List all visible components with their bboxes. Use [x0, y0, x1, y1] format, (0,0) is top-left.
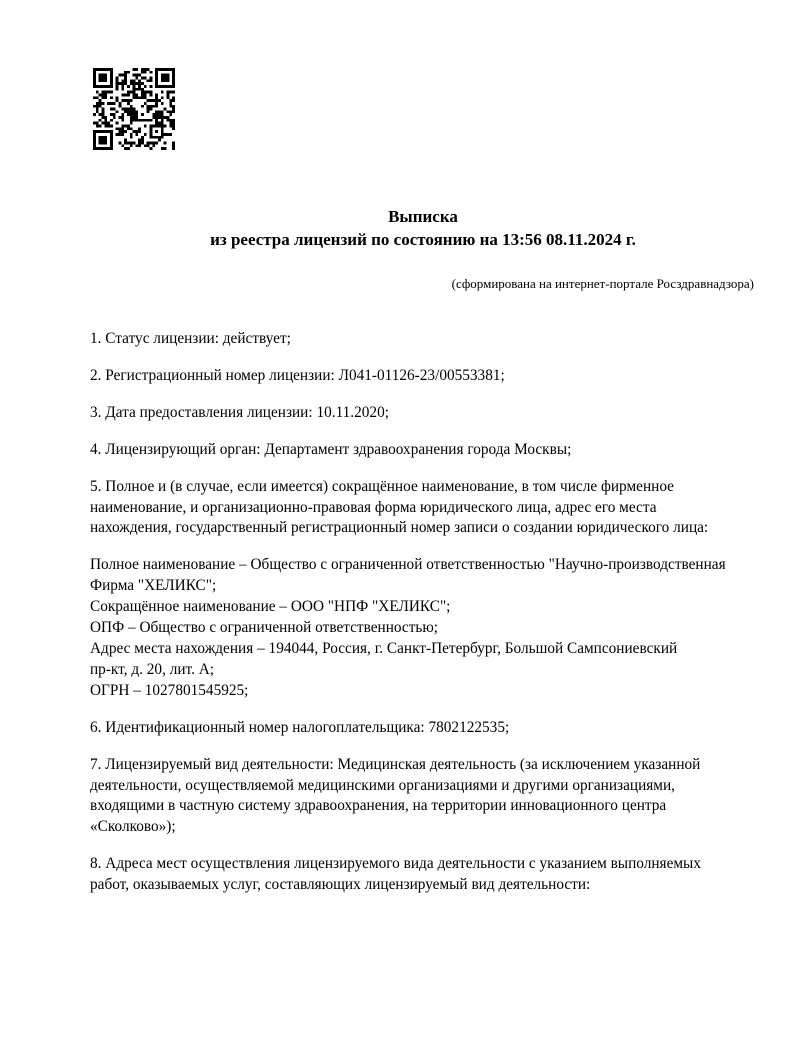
paragraph-6 [90, 555, 762, 701]
paragraph-line: 4. Лицензирующий орган: Департамент здравоохранения города Москвы; [90, 440, 572, 458]
paragraph-line: 1. Статус лицензии: действует; [90, 330, 291, 347]
paragraph-9 [90, 854, 762, 896]
paragraph-line: ОГРН – 1027801545925; [90, 681, 249, 699]
document-title [90, 206, 756, 251]
paragraph-line: Полное наименование – Общество с ограниченной ответственностью "Научно-производственная [90, 556, 726, 574]
paragraph-8 [90, 755, 762, 839]
paragraph-line: нахождения, государственный регистрационный номер записи о создании юридического лица: [90, 519, 709, 537]
paragraph-line: Адрес места нахождения – 194044, Россия, г. Санкт-Петербург, Большой Сампсониевский [90, 639, 678, 657]
qr-code-image [93, 68, 175, 150]
paragraph-2 [90, 366, 762, 387]
document-body [90, 329, 762, 912]
paragraph-3 [90, 403, 762, 424]
paragraph-5 [90, 477, 762, 540]
paragraph-1 [90, 329, 762, 350]
qr-code [93, 68, 175, 150]
paragraph-line: пр-кт, д. 20, лит. А; [90, 660, 215, 678]
document-title-line1: Выписка [388, 207, 458, 226]
paragraph-line: Сокращённое наименование – ООО "НПФ "ХЕЛИКС"; [90, 598, 451, 616]
paragraph-line: деятельности, осуществляемой медицинскими организациями и другими организациями, [90, 776, 675, 794]
paragraph-line: 2. Регистрационный номер лицензии: Л041-01126-23/00553381; [90, 366, 505, 384]
paragraph-4 [90, 440, 762, 461]
document-title-line2: из реестра лицензий по состоянию на 13:56 08.11.2024 г. [210, 229, 636, 249]
paragraph-line: 8. Адреса мест осуществления лицензируемого вида деятельности с указанием выполняемых [90, 855, 701, 873]
paragraph-line: 6. Идентификационный номер налогоплательщика: 7802122535; [90, 718, 510, 736]
paragraph-line: «Сколково»); [90, 818, 176, 836]
paragraph-line: наименование, и организационно-правовая форма юридического лица, адрес его места [90, 498, 657, 516]
document-subtitle: (сформирована на интернет-портале Росздравнадзора) [451, 276, 754, 291]
paragraph-line: 5. Полное и (в случае, если имеется) сокращённое наименование, в том числе фирменное [90, 477, 674, 495]
paragraph-line: 7. Лицензируемый вид деятельности: Медицинская деятельность (за исключением указанной [90, 755, 701, 773]
paragraph-7 [90, 718, 762, 739]
paragraph-line: работ, оказываемых услуг, составляющих лицензируемый вид деятельности: [90, 876, 591, 894]
paragraph-line: ОПФ – Общество с ограниченной ответственностью; [90, 619, 439, 637]
paragraph-line: входящими в частную систему здравоохранения, на территории инновационного центра [90, 797, 667, 815]
paragraph-line: Фирма "ХЕЛИКС"; [90, 577, 217, 595]
paragraph-line: 3. Дата предоставления лицензии: 10.11.2020; [90, 403, 389, 421]
